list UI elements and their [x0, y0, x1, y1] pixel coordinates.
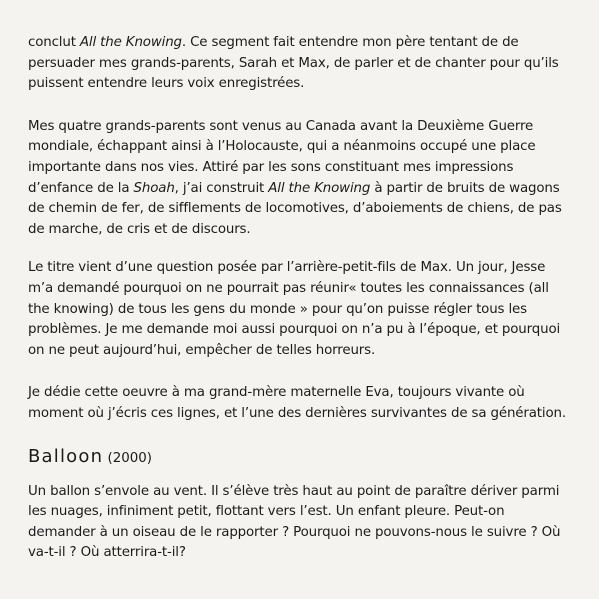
paragraph-2 [28, 117, 569, 241]
paragraph-1 [28, 33, 569, 95]
paragraph-balloon: Un ballon s’envole au vent. Il s’élève très haut au point de paraître dériver parmi les nuages, infiniment petit, flottant vers l’est. Un enfant pleure. Peut-on demander à un oiseau de le rapporter ? Pourquoi ne pouvons-nous le suivre ? Où va-t-il ? Où atterrira-t-il? [28, 483, 561, 561]
section-year: (2000) [103, 450, 153, 466]
p2-text-a: Mes quatre grands-parents sont venus au Canada avant la Deuxième Guerre mondiale, échappant ainsi à l’Holocauste, qui a néanmoins occupé une place importante dans nos vies. Attiré par les sons constituant mes impressions d’enfance de la [28, 118, 536, 196]
p1-text-a: conclut [28, 35, 80, 50]
p2-term-shoah: Shoah [133, 180, 175, 196]
paragraph-3: Le titre vient d’une question posée par l’arrière-petit-fils de Max. Un jour, Jesse m’a demandé pourquoi on ne pourrait pas réunir« toutes les connaissances (all the knowing) de tous les gens du monde » pour qu’on puisse régler tous les problèmes. Je me demande moi aussi pourquoi on n’a pu à l’époque, et pourquoi on ne peut aujourd’hui, empêcher de telles horreurs. [28, 260, 561, 358]
p2-title-all-the-knowing: All the Knowing [268, 180, 371, 196]
p2-text-e: à partir de bruits de wagons de chemin de fer, de sifflements de locomotives, d’aboiements de chiens, de pas de marche, de cris et de discours. [28, 180, 562, 237]
section-heading-balloon [28, 443, 569, 470]
p1-title-all-the-knowing: All the Knowing [79, 35, 182, 50]
p2-text-c: , j’ai construit [174, 180, 269, 196]
p1-text-c: . Ce segment fait entendre mon père tentant de de persuader mes grands-parents, Sarah et Max, de parler et de chanter pour qu’ils puissent entendre leurs voix enregistrées. [28, 35, 559, 92]
section-title: Balloon [28, 445, 104, 467]
paragraph-4: Je dédie cette oeuvre à ma grand-mère maternelle Eva, toujours vivante où moment où j’écris ces lignes, et l’une des dernières survivantes de sa génération. [28, 385, 566, 421]
